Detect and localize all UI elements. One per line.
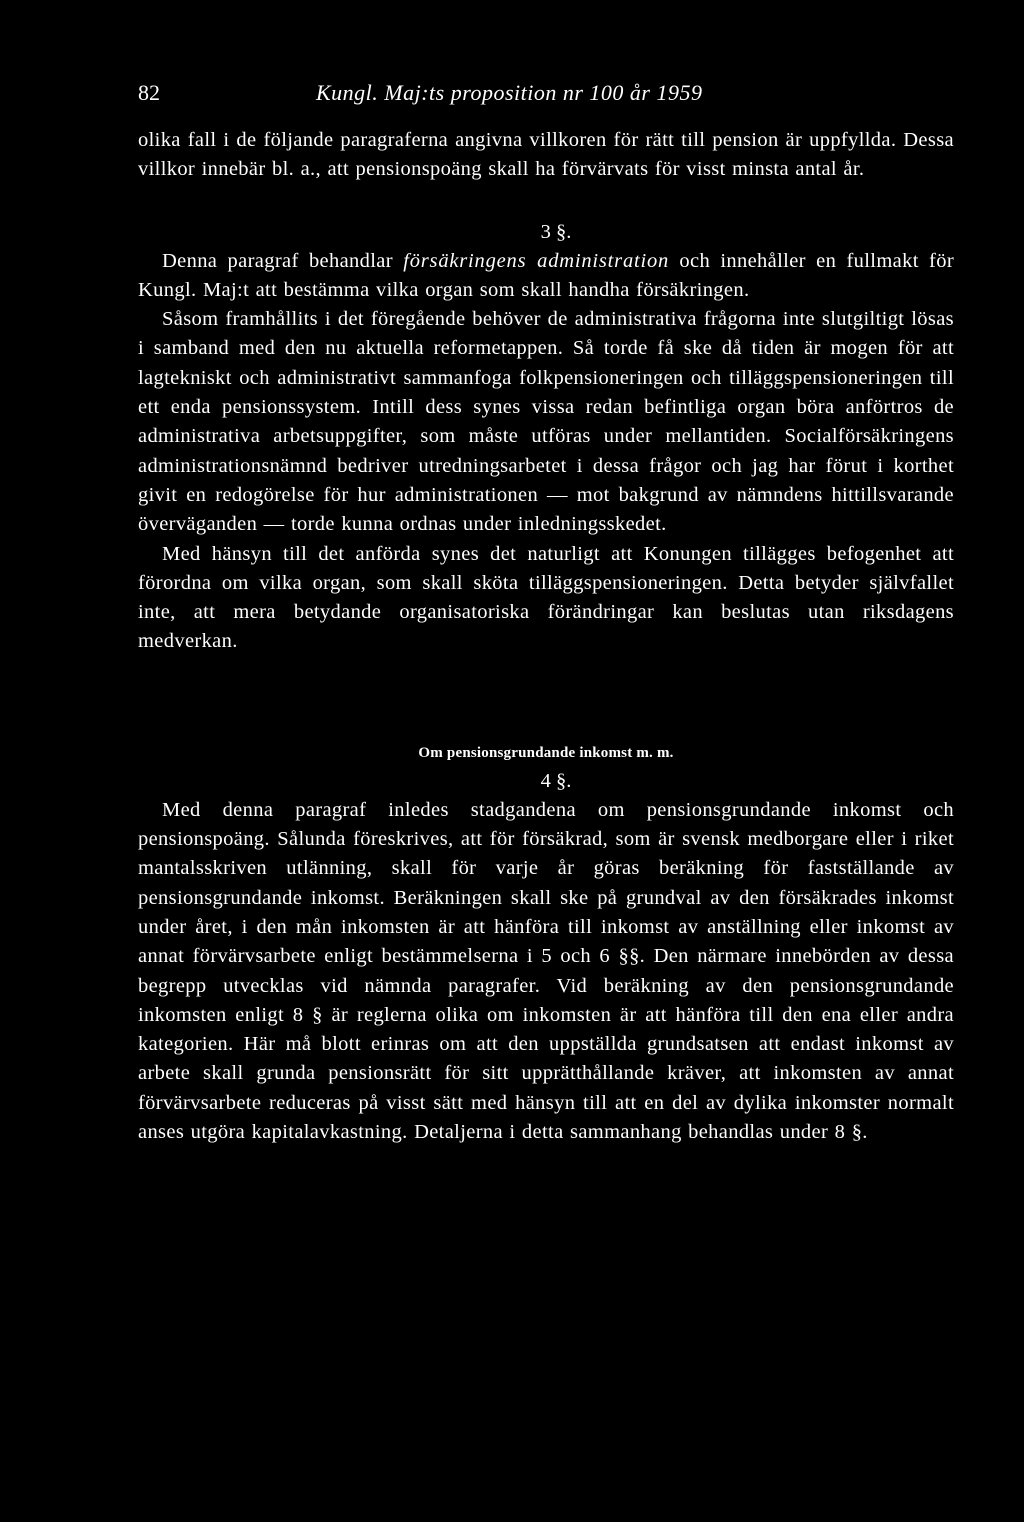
section-3-p1-emphasis: försäkringens administration bbox=[403, 249, 670, 272]
section-4-paragraph-1: Med denna paragraf inledes stadgandena om pensionsgrundande inkomst och pensionspoäng. Sålunda föreskrives, att för försäkrad, som är svensk medborgare eller i riket mantalsskriven utlänning, skall för varje år göras beräkning för fastställande av pensionsgrundande inkomst. Beräkningen skall ske på grundval av den försäkrades inkomst under året, i den mån inkomsten är att hänföra till inkomst av anställning eller inkomst av annat förvärvsarbete enligt bestämmelserna i 5 och 6 §§. Den närmare innebörden av dessa begrepp utvecklas vid nämnda paragrafer. Vid beräkning av den pensionsgrundande inkomsten enligt 8 § är reglerna olika om inkomsten är att hänföra till den ena eller andra kategorien. Här må blott erinras om att den uppställda grundsatsen att endast inkomst av arbete skall grunda pensionsrätt för sitt upprätthållande kräver, att inkomsten av annat förvärvsarbete reduceras på visst sätt med hänsyn till att en del av dylika inkomster normalt anses utgöra kapitalavkastning. Detaljerna i detta sammanhang behandlas under 8 §. bbox=[138, 798, 954, 1144]
section-3-paragraph-3: Med hänsyn till det anförda synes det naturligt att Konungen tillägges befogenhet att förordna om vilka organ, som skall sköta tilläggspensioneringen. Detta betyder självfallet inte, att mera betydande organisatoriska förändringar kan beslutas utan riksdagens medverkan. bbox=[138, 542, 954, 653]
section-3-paragraph-1 bbox=[138, 247, 954, 306]
running-header bbox=[138, 78, 954, 108]
page-number: 82 bbox=[138, 80, 160, 105]
section-3-paragraph-2: Såsom framhållits i det föregående behöver de administrativa frågorna inte slutgiltigt lösas i samband med den nu aktuella reformetappen. Så torde få ske då tiden är mogen för att lagtekniskt och administrativt sammanfoga folkpensioneringen och tilläggspensioneringen till ett enda pensionssystem. Intill dess synes vissa redan befintliga organ böra anförtros de administrativa arbetsuppgifter, som måste utföras under mellantiden. Socialförsäkringens administrationsnämnd bedriver utredningsarbetet i dessa frågor och jag har förut i korthet givit en redogörelse för hur administrationen — mot bakgrund av nämndens hittillsvarande överväganden — torde kunna ordnas under inledningsskedet. bbox=[138, 308, 954, 536]
section-3-p1-lead: Denna paragraf behandlar bbox=[162, 249, 404, 272]
section-3-heading: 3 §. bbox=[540, 220, 572, 243]
document-page bbox=[138, 78, 954, 1147]
section-4-heading: 4 §. bbox=[540, 769, 572, 792]
intro-paragraph: olika fall i de följande paragraferna angivna villkoren för rätt till pension är uppfyllda. Dessa villkor innebär bl. a., att pensionspoäng skall ha förvärvats för visst minsta antal år. bbox=[138, 129, 954, 181]
section-3-p1-rest: och innehåller en fullmakt för Kungl. Maj:t att bestämma vilka organ som skall handha försäkringen. bbox=[138, 249, 955, 301]
running-title: Kungl. Maj:ts proposition nr 100 år 1959 bbox=[316, 80, 703, 105]
subheading-pension-income: Om pensionsgrundande inkomst m. m. bbox=[418, 744, 674, 761]
